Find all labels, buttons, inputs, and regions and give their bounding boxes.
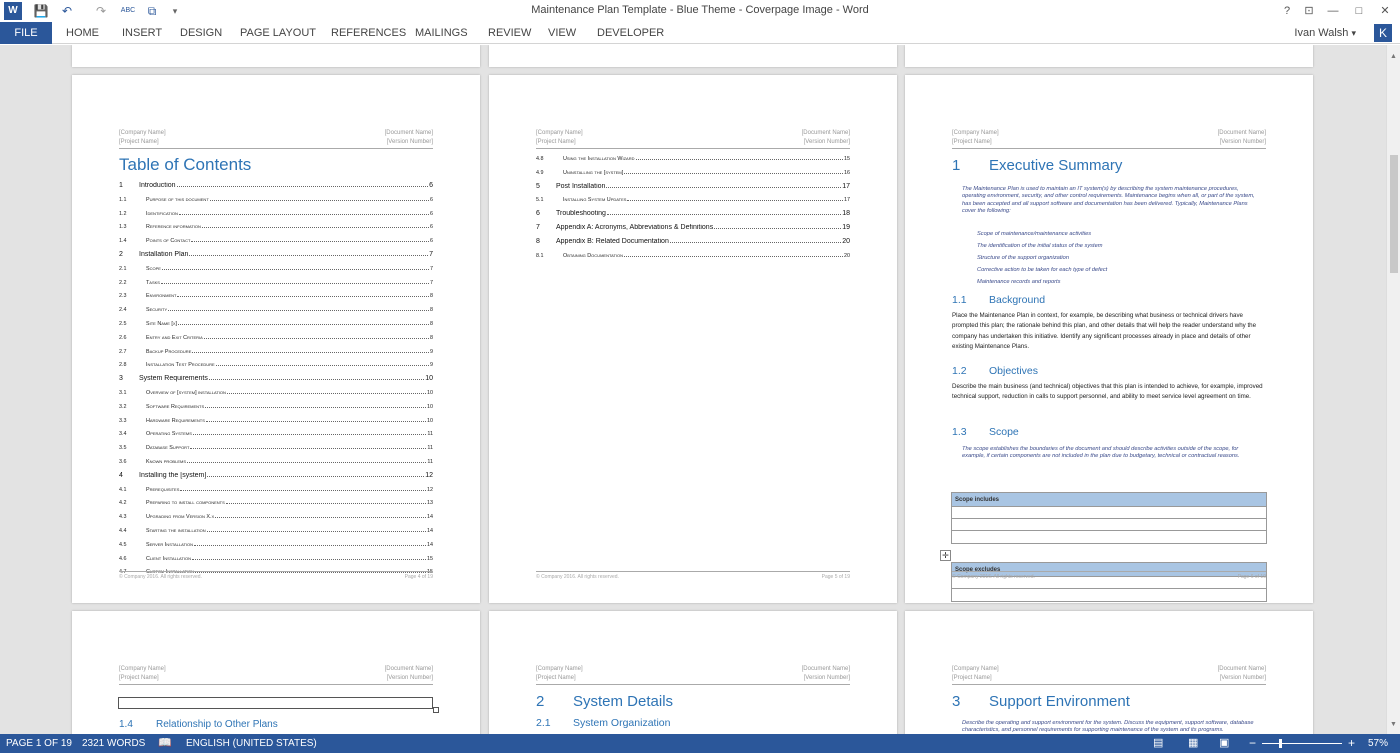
toc-leader — [670, 238, 841, 243]
toc-entry-number: 4.4 — [119, 528, 127, 534]
toc-entry-title: Installation Test Procedure — [146, 362, 215, 369]
page-support-environment[interactable] — [905, 611, 1313, 734]
toc-entry[interactable] — [119, 389, 433, 396]
toc-entry-number: 4.8 — [536, 156, 544, 162]
toc-leader — [636, 155, 844, 160]
toc-entry-title: Prerequisites — [146, 486, 180, 493]
toc-entry-page: 18 — [842, 210, 850, 218]
proofing-icon[interactable]: 📖 — [158, 737, 172, 749]
toc-leader — [206, 417, 426, 422]
title-bar — [0, 0, 1400, 22]
toc-entry-number: 4.5 — [119, 541, 127, 548]
toc-entry-page: 15 — [427, 569, 433, 576]
toc-entry-number: 6 — [536, 210, 540, 218]
page-footer: © Company 2016. All rights reserved. Page 4 of 19 — [119, 571, 433, 574]
toc-entry-number: 7 — [536, 224, 540, 231]
toc-entry-title: Custom Installation — [146, 569, 195, 576]
save-icon[interactable]: 💾 — [33, 4, 49, 18]
zoom-slider-thumb[interactable] — [1279, 739, 1282, 748]
toc-entry[interactable] — [119, 444, 433, 451]
toc-entry[interactable] — [119, 417, 433, 424]
toc-entry-title: Security — [146, 307, 168, 314]
page-header: [Company Name] [Project Name] [Document Name] [Version Number] — [119, 665, 433, 685]
toc-leader — [168, 306, 429, 311]
toc-entry-page: 6 — [430, 238, 433, 245]
spelling-icon[interactable]: ABC — [120, 7, 136, 14]
toc-entry-number: 2.8 — [119, 362, 127, 369]
toc-entry[interactable] — [536, 183, 850, 190]
toc-entry-page: 14 — [427, 528, 433, 534]
table-header: Scope excludes — [952, 563, 1266, 577]
toc-entry-title: Scope — [146, 265, 161, 272]
page-fragment — [905, 45, 1313, 67]
toc-entry-title: Points of Contact — [146, 238, 191, 245]
user-account[interactable] — [1294, 22, 1356, 44]
toc-entry-page: 11 — [427, 445, 433, 452]
toc-entry-title: Known problems — [146, 459, 186, 465]
toc-leader — [187, 458, 426, 463]
toc-entry[interactable] — [536, 238, 850, 245]
toc-leader — [177, 292, 429, 297]
background-text: Place the Maintenance Plan in context, for example, be describing what business or technical drivers have prompted this plan; the rationale behind this plan, and other details that will help the reader understand why the company has undertaken this initiative. Identify any significant processes already in place and details of other existing Maintenance Plans. — [952, 312, 1257, 351]
toc-entry-number: 2.6 — [119, 334, 127, 341]
toc-entry[interactable] — [119, 320, 433, 327]
toc-entry-title: Reference information — [146, 224, 201, 231]
language-indicator[interactable]: ENGLISH (UNITED STATES) — [186, 738, 317, 749]
toc-entry-number: 4.1 — [119, 486, 127, 493]
objectives-text: Describe the main business (and technical) objectives that this plan is intended to achieve, for example, improved technical support, reduction in calls to support personnel, and ability to meet service level agreement on time. — [952, 383, 1263, 401]
page-footer: © Company 2016. All rights reserved. Page 6 of 19 — [952, 571, 1266, 574]
page-fragment — [72, 45, 480, 67]
toc-entry-page: 10 — [425, 375, 433, 383]
toc-entry-title: Preparing to install components — [146, 500, 225, 507]
page-fragment — [489, 45, 897, 67]
toc-entry[interactable] — [119, 403, 433, 410]
toc-entry-page: 20 — [844, 252, 850, 259]
toc-entry-title: Environment — [146, 293, 177, 300]
toc-entry-number: 4.9 — [536, 169, 544, 176]
toc-entry-title: Appendix A: Acronyms, Abbreviations & Definitions — [556, 224, 714, 231]
toc-entry-page: 8 — [430, 293, 433, 300]
minimize-icon[interactable]: — — [1327, 5, 1339, 17]
toc-entry[interactable] — [119, 430, 433, 437]
heading-system-organization: 2.1 System Organization — [536, 717, 671, 729]
toc-entry-title: Overview of [system] installation — [146, 390, 226, 396]
toc-entry-page: 14 — [427, 541, 433, 548]
tab-page-layout[interactable]: PAGE LAYOUT — [240, 27, 317, 39]
toc-title: Table of Contents — [119, 155, 252, 174]
toc-entry[interactable] — [119, 375, 433, 382]
table-header: Scope includes — [952, 493, 1266, 507]
page-system-details[interactable] — [489, 611, 897, 734]
toc-entry-number: 1.4 — [119, 238, 127, 245]
toc-entry-page: 12 — [425, 471, 433, 479]
toc-entry-page: 11 — [427, 431, 433, 438]
toc-leader — [207, 472, 424, 477]
toc-entry-page: 16 — [844, 169, 850, 176]
toc-entry-page: 10 — [427, 417, 433, 424]
toc-leader — [216, 361, 429, 366]
list-item: Maintenance records and reports — [977, 279, 1061, 285]
toc-entry-number: 4.2 — [119, 500, 127, 507]
page-header: [Company Name] [Project Name] [Document Name] [Version Number] — [952, 129, 1266, 149]
avatar[interactable]: K — [1374, 24, 1392, 42]
page-executive-summary[interactable] — [905, 75, 1313, 603]
toc-entry-title: Upgrading from Version X.x — [146, 514, 215, 521]
tab-review[interactable]: REVIEW — [488, 27, 532, 39]
toc-leader — [627, 196, 843, 201]
toc-entry-title: Starting the installation — [146, 528, 206, 534]
toc-leader — [189, 251, 428, 256]
toc-entry-number: 5.1 — [536, 197, 544, 204]
toc-leader — [210, 196, 429, 201]
heading-executive-summary: 1 Executive Summary — [952, 157, 1123, 174]
heading-background: 1.1 Background — [952, 294, 1046, 306]
toc-entry[interactable] — [536, 224, 850, 231]
toc-entry[interactable] — [119, 292, 433, 299]
web-layout-icon[interactable]: ▣ — [1219, 737, 1230, 749]
toc-entry-title: Installing the [system] — [139, 471, 207, 479]
toc-leader — [227, 389, 426, 394]
table-row[interactable] — [952, 519, 1266, 531]
toc-entry-number: 1.2 — [119, 210, 127, 217]
redo-icon[interactable]: ↷ — [95, 4, 107, 18]
toc-leader — [178, 320, 429, 325]
toc-entry-page: 10 — [427, 390, 433, 396]
toc-entry-page: 6 — [429, 182, 433, 189]
tab-home[interactable]: HOME — [66, 27, 99, 39]
zoom-slider[interactable] — [1262, 743, 1342, 744]
toc-leader — [193, 430, 427, 435]
executive-summary-intro: The Maintenance Plan is used to maintain an IT system(s) by describing the system maintenance procedures, operating environment, security, and other control requirements. Maintenance begins when all, or part of the system, has been accepted and all support software and documentation has been delivered. Typically, Maintenance Plans cover the following: — [962, 186, 1255, 215]
toc-entry-page: 6 — [430, 196, 433, 203]
toc-entry[interactable] — [119, 306, 433, 313]
word-app-icon[interactable]: W — [4, 2, 22, 20]
toc-entry-title: Entry and Exit Criteria — [146, 334, 203, 341]
toc-entry-number: 4.6 — [119, 555, 127, 562]
user-name: Ivan Walsh — [1294, 27, 1349, 39]
toc-entry[interactable] — [119, 334, 433, 341]
toc-entry-number: 2.5 — [119, 321, 127, 327]
page-relationship[interactable] — [72, 611, 480, 734]
toc-entry[interactable] — [119, 458, 433, 465]
toc-leader — [226, 499, 426, 504]
toc-entry[interactable] — [536, 210, 850, 217]
toc-entry-number: 5 — [536, 182, 540, 190]
tab-insert[interactable]: INSERT — [122, 27, 163, 39]
toc-entry[interactable] — [119, 210, 433, 217]
heading-objectives: 1.2 Objectives — [952, 365, 1039, 377]
scope-includes-table[interactable] — [951, 492, 1267, 544]
tab-view[interactable]: VIEW — [548, 27, 577, 39]
toc-entry[interactable] — [119, 499, 433, 506]
toc-entry[interactable] — [119, 251, 433, 258]
table-row[interactable] — [952, 507, 1266, 519]
zoom-level[interactable]: 57% — [1368, 738, 1389, 749]
toc-entry-number: 2.1 — [119, 265, 127, 272]
toc-entry-number: 1.3 — [119, 224, 127, 231]
toc-entry[interactable] — [119, 348, 433, 355]
toc-entry-number: 4.3 — [119, 514, 127, 521]
toc-entry-number: 3.4 — [119, 431, 127, 438]
page-header: [Company Name] [Project Name] [Document Name] [Version Number] — [119, 129, 433, 149]
ribbon-display-icon[interactable]: ⊡ — [1304, 5, 1314, 17]
toc-entry-title: Post Installation — [556, 182, 606, 190]
toc-entry-page: 8 — [430, 321, 433, 327]
toc-entry-title: Introduction — [139, 182, 176, 189]
toc-entry[interactable] — [119, 513, 433, 520]
toc-entry[interactable] — [119, 223, 433, 230]
toc-leader — [190, 444, 426, 449]
page-header: [Company Name] [Project Name] [Document Name] [Version Number] — [536, 665, 850, 685]
help-icon[interactable]: ? — [1283, 5, 1291, 17]
customize-qat-icon[interactable]: ▾ — [172, 6, 178, 16]
toc-leader — [205, 403, 426, 408]
word-count[interactable]: 2321 WORDS — [82, 738, 146, 749]
table-row[interactable] — [952, 589, 1266, 601]
toc-entry-page: 6 — [430, 210, 433, 217]
page-footer: © Company 2016. All rights reserved. Page 5 of 19 — [536, 571, 850, 574]
page-toc[interactable] — [72, 75, 480, 603]
tab-references[interactable]: REFERENCES — [331, 27, 407, 39]
list-item: Corrective action to be taken for each type of defect — [977, 267, 1108, 273]
zoom-out-icon[interactable]: − — [1249, 736, 1257, 750]
toc-entry[interactable] — [119, 555, 433, 562]
scroll-down-icon[interactable]: ▼ — [1390, 721, 1397, 728]
zoom-in-icon[interactable]: + — [1348, 736, 1356, 750]
toc-entry-title: Installing System Updates — [563, 197, 627, 204]
toc-entry-page: 8 — [430, 334, 433, 341]
toc-entry-title: Installation Plan — [139, 251, 189, 258]
table-move-handle-icon[interactable]: ✛ — [940, 550, 951, 561]
table-row[interactable] — [952, 531, 1266, 543]
tab-mailings[interactable]: MAILINGS — [415, 27, 468, 39]
toc-leader — [161, 279, 429, 284]
read-mode-icon[interactable]: ▤ — [1153, 737, 1164, 749]
toc-leader — [202, 223, 429, 228]
toc-entry[interactable] — [119, 237, 433, 244]
heading-relationship: 1.4 Relationship to Other Plans — [119, 719, 278, 730]
toc-leader — [192, 348, 429, 353]
heading-support-environment: 3 Support Environment — [952, 693, 1130, 710]
toc-entry-title: Troubleshooting — [556, 210, 606, 218]
toc-leader — [209, 375, 424, 380]
toc-entry-title: Tasks — [146, 279, 160, 286]
toc-entry-number: 2.4 — [119, 307, 127, 314]
print-layout-icon[interactable]: ⧉ — [147, 4, 157, 18]
toc-entry[interactable] — [119, 182, 433, 189]
toc-entry-title: System Requirements — [139, 375, 208, 383]
status-bar — [0, 734, 1400, 753]
toc-entry[interactable] — [119, 527, 433, 534]
toc-leader — [192, 555, 426, 560]
toc-entry-page: 14 — [427, 514, 433, 521]
toc-entry-title: Server Installation — [146, 541, 194, 548]
toc-entry-number: 3.6 — [119, 459, 127, 465]
tab-developer[interactable]: DEVELOPER — [597, 27, 665, 39]
toc-entry-number: 3.1 — [119, 390, 127, 396]
list-item: Scope of maintenance/maintenance activities — [977, 231, 1092, 237]
toc-entry-number: 3 — [119, 375, 123, 383]
toc-entry-number: 8.1 — [536, 252, 544, 259]
toc-leader — [624, 252, 843, 257]
scroll-up-icon[interactable]: ▲ — [1390, 53, 1397, 60]
toc-entry-number: 3.3 — [119, 417, 127, 424]
toc-entry[interactable] — [119, 279, 433, 286]
toc-entry-number: 2.2 — [119, 279, 127, 286]
toc-entry-page: 20 — [842, 237, 850, 245]
toc-entry-title: Purpose of this document — [146, 196, 209, 203]
document-area[interactable] — [0, 45, 1386, 734]
toc-entry[interactable] — [536, 196, 850, 203]
toc-leader — [714, 224, 841, 229]
support-environment-text: Describe the operating and support environment for the system. Discuss the equipment, support software, database characteristics, and personnel requirements for supporting maintenance of the system and its programs. — [962, 720, 1254, 734]
toc-entry-page: 17 — [844, 197, 850, 204]
chevron-down-icon: ▾ — [1351, 28, 1356, 38]
toc-entry-number: 4 — [119, 471, 123, 479]
toc-entry[interactable] — [536, 169, 850, 176]
toc-entry-title: Obtaining Documentation — [563, 252, 624, 259]
toc-leader — [180, 486, 426, 491]
toc-entry-title: Identification — [146, 210, 178, 217]
table-row[interactable] — [118, 697, 433, 709]
toc-entry-number: 1 — [119, 182, 123, 189]
toc-leader — [624, 169, 843, 174]
toc-entry[interactable] — [119, 196, 433, 203]
toc-entry-number: 4.7 — [119, 569, 127, 576]
toc-entry-number: 1.1 — [119, 196, 127, 203]
toc-entry-page: 9 — [430, 348, 433, 355]
tab-design[interactable]: DESIGN — [180, 27, 223, 39]
scope-text: The scope establishes the boundaries of the document and should describe activities outside of the scope, for example, if certain components are not included in the plan due to budgetary, technical or contractual reasons. — [962, 446, 1240, 460]
toc-entry-number: 3.2 — [119, 403, 127, 410]
vertical-scrollbar[interactable] — [1386, 45, 1400, 734]
page-header: [Company Name] [Project Name] [Document Name] [Version Number] — [536, 129, 850, 149]
toc-entry-number: 3.5 — [119, 445, 127, 452]
toc-leader — [191, 237, 429, 242]
toc-entry-title: Appendix B: Related Documentation — [556, 237, 669, 245]
scope-excludes-table[interactable] — [951, 562, 1267, 602]
toc-entry-title: Hardware Requirements — [146, 417, 205, 424]
toc-entry[interactable] — [536, 155, 850, 162]
toc-leader — [607, 210, 841, 215]
tab-file[interactable]: FILE — [0, 22, 52, 44]
toc-entry-title: Backup Procedure — [146, 348, 192, 355]
toc-leader — [207, 527, 426, 532]
page-toc-continued[interactable] — [489, 75, 897, 603]
page-count[interactable]: PAGE 1 OF 19 — [6, 738, 72, 749]
toc-entry-title: Software Requirements — [146, 403, 205, 410]
toc-entry-page: 6 — [430, 224, 433, 231]
toc-leader — [177, 182, 429, 187]
toc-entry-page: 11 — [427, 459, 433, 465]
print-layout-view-icon[interactable]: ▦ — [1188, 737, 1199, 749]
toc-leader — [606, 183, 841, 188]
toc-entry-page: 7 — [430, 265, 433, 272]
toc-entry[interactable] — [119, 486, 433, 493]
ribbon-tabs — [0, 22, 1400, 44]
heading-scope: 1.3 Scope — [952, 426, 1019, 438]
toc-leader — [204, 334, 429, 339]
toc-entry-page: 9 — [430, 362, 433, 369]
restore-icon[interactable]: □ — [1355, 5, 1363, 17]
toc-entry[interactable] — [119, 265, 433, 272]
toc-entry-number: 2 — [119, 251, 123, 258]
toc-entry-title: Uninstalling the [system] — [563, 169, 624, 176]
toc-leader — [194, 541, 426, 546]
toc-entry-page: 19 — [842, 224, 850, 231]
window-title: Maintenance Plan Template - Blue Theme - Coverpage Image - Word — [531, 4, 869, 16]
toc-entry-title: Database Support — [146, 445, 190, 452]
heading-system-details: 2 System Details — [536, 693, 674, 710]
toc-entry[interactable] — [536, 252, 850, 259]
toc-entry-title: Client Installation — [146, 555, 191, 562]
toc-entry-title: Using the Installation Wizard — [563, 156, 635, 162]
toc-entry-number: 2.7 — [119, 348, 127, 355]
undo-icon[interactable]: ↶ — [61, 4, 73, 18]
toc-entry-page: 10 — [427, 403, 433, 410]
list-item: The identification of the initial status of the system — [977, 243, 1103, 249]
toc-entry-page: 7 — [429, 251, 433, 258]
scrollbar-thumb[interactable] — [1390, 155, 1398, 273]
toc-entry[interactable] — [119, 361, 433, 368]
toc-entry-page: 7 — [430, 279, 433, 286]
toc-leader — [179, 210, 429, 215]
toc-entry-number: 2.3 — [119, 293, 127, 300]
toc-entry-title: Site Name [x] — [146, 321, 178, 327]
toc-entry-page: 15 — [844, 156, 850, 162]
page-header: [Company Name] [Project Name] [Document Name] [Version Number] — [952, 665, 1266, 685]
toc-entry-number: 8 — [536, 237, 540, 245]
close-icon[interactable]: ✕ — [1380, 5, 1390, 17]
toc-entry[interactable] — [119, 541, 433, 548]
toc-entry-page: 8 — [430, 307, 433, 314]
resize-handle-icon[interactable] — [433, 707, 439, 713]
toc-leader — [215, 513, 426, 518]
toc-entry[interactable] — [119, 472, 433, 479]
toc-entry-page: 13 — [427, 500, 433, 507]
toc-entry-title: Operating Systems — [146, 431, 192, 438]
toc-leader — [162, 265, 429, 270]
toc-entry-page: 17 — [842, 182, 850, 190]
toc-entry-page: 12 — [427, 486, 433, 493]
toc-entry-page: 15 — [427, 555, 433, 562]
list-item: Structure of the support organization — [977, 255, 1070, 261]
